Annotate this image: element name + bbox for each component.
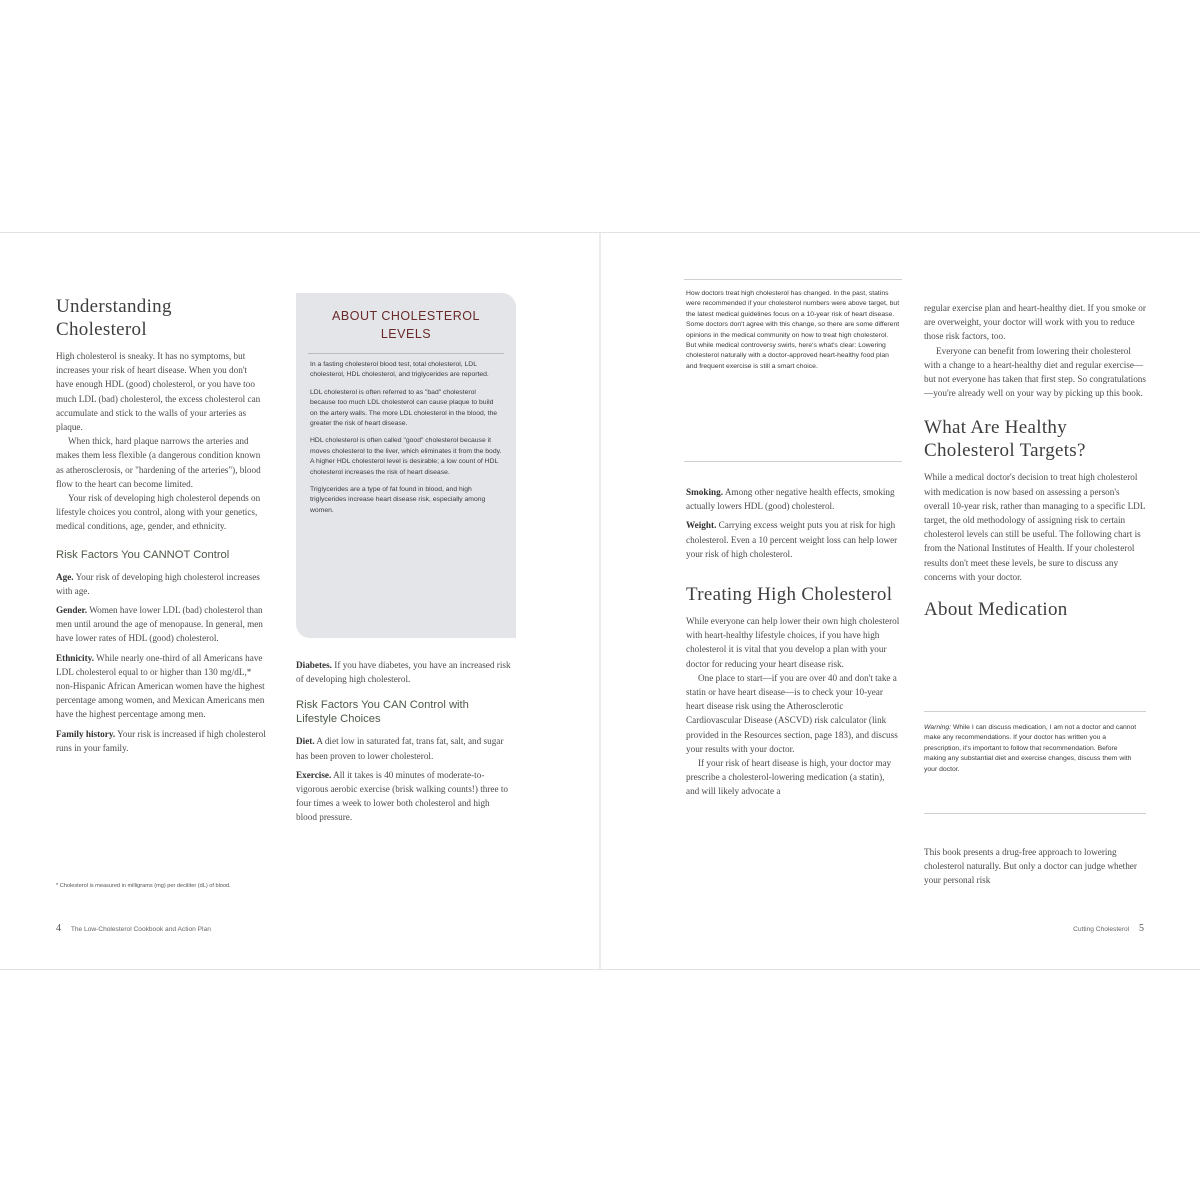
sidebar-title: ABOUT CHOLESTEROL LEVELS: [332, 309, 480, 341]
heading-about-medication: About Medication: [924, 599, 1068, 621]
right-column-2: [924, 301, 1146, 629]
medication-warning: [924, 723, 1140, 775]
left-column-2: [296, 658, 511, 830]
note-top-rule: [684, 279, 902, 280]
heading-can-control: Risk Factors You CAN Control with Lifestyle Choices: [296, 699, 469, 726]
risk-item-family-history: Family history. Your risk is increased if high cholesterol runs in your family.: [56, 728, 266, 753]
treating-paragraph-1: While everyone can help lower their own high cholesterol with heart-healthy lifestyle choices, if you have high cholesterol it is vital that you develop a plan with your doctor for reducing your heart disease risk.: [686, 616, 900, 669]
heading-treating-high-cholesterol: Treating High Cholesterol: [686, 584, 893, 606]
sidebar-divider: [308, 353, 504, 354]
treating-paragraph-2: One place to start—if you are over 40 and don't take a statin or have heart disease—is to check your 10-year heart disease risk using the Atherosclerotic Cardiovascular Disease (ASCVD) risk calculator (link provided in the Resources section, page 183), and discuss your results with your doctor.: [686, 672, 898, 754]
lifestyle-item-exercise: Exercise. All it takes is 40 minutes of moderate-to-vigorous aerobic exercise (brisk walking counts!) three to four times a week to lower both cholesterol and high blood pressure.: [296, 769, 509, 823]
targets-paragraph: While a medical doctor's decision to treat high cholesterol with medication is now based on assessing a person's overall 10-year risk, rather than managing to a specific LDL target, the old methodology of assigning risk to certain cholesterol levels can still be useful. The following chart is from the National Institutes of Health. If your cholesterol results don't meet these levels, be sure to discuss any concerns with your doctor.: [924, 472, 1146, 582]
warning-top-rule: [924, 711, 1146, 712]
book-spread: [0, 232, 1200, 970]
warning-bottom-rule: [924, 813, 1146, 814]
continued-paragraph: regular exercise plan and heart-healthy diet. If you smoke or are overweight, your doctor will work with you to reduce those risk factors, too.: [924, 303, 1146, 342]
treatment-change-note: How doctors treat high cholesterol has changed. In the past, statins were recommended if your cholesterol numbers were above target, but the latest medical guidelines focus on a 10-year risk of heart disease. Some doctors don't agree with this change, so there are some different opinions in the medical community on how to treat high cholesterol. But while medical controversy swirls, here's what's clear: Lowering cholesterol naturally with a doctor-approved heart-healthy food plan and frequent exercise is still a smart choice.: [686, 290, 900, 370]
sidebar-paragraph-3: HDL cholesterol is often called "good" cholesterol because it moves cholesterol to the liver, which eliminates it from the body. A higher HDL cholesterol level is desirable; a low count of HDL cholesterol increases the risk of heart disease.: [310, 437, 502, 476]
warning-text: While I can discuss medication, I am not a doctor and cannot make any recommendations. If your doctor has written you a prescription, it's important to follow that recommendation. Before making any substantial diet and exercise changes, discuss them with your doctor.: [924, 724, 1137, 773]
sidebar-paragraph-2: LDL cholesterol is often referred to as "bad" cholesterol because too much LDL cholesterol can cause plaque to build on the artery walls. The more LDL cholesterol in the blood, the greater the risk of heart disease.: [310, 388, 498, 428]
sidebar-paragraph-1: In a fasting cholesterol blood test, total cholesterol, LDL cholesterol, HDL cholesterol, and triglycerides are reported.: [310, 361, 489, 379]
heading-understanding-cholesterol: Understanding Cholesterol: [56, 296, 172, 340]
lifestyle-item-smoking: Smoking. Among other negative health effects, smoking actually lowers HDL (good) cholesterol.: [686, 487, 895, 512]
risk-item-diabetes: Diabetes. If you have diabetes, you have an increased risk of developing high cholesterol.: [296, 660, 511, 685]
left-page-number: 4: [56, 923, 61, 934]
intro-paragraph-2: When thick, hard plaque narrows the arteries and makes them less flexible (a dangerous condition known as atherosclerosis, or "hardening of the arteries"), blood flow to the heart can become limited.: [56, 436, 261, 489]
page-gutter: [599, 233, 601, 969]
intro-paragraph-1: High cholesterol is sneaky. It has no symptoms, but increases your risk of heart disease. When you don't have enough HDL (good) cholesterol, or you have too much LDL (bad) cholesterol, the excess cholesterol can accumulate and stick to the walls of your arteries as plaque.: [56, 351, 261, 433]
treating-paragraph-3: If your risk of heart disease is high, your doctor may prescribe a cholesterol-lowering medication (a statin), and will likely advocate a: [686, 758, 892, 797]
note-bottom-rule: [684, 461, 902, 462]
sidebar-paragraph-4: Triglycerides are a type of fat found in blood, and high triglycerides increase heart disease risk, especially among women.: [310, 486, 486, 514]
left-column-1: [56, 295, 266, 760]
heading-cannot-control: Risk Factors You CANNOT Control: [56, 548, 230, 561]
lifestyle-item-diet: Diet. A diet low in saturated fat, trans fat, salt, and sugar has been proven to lower cholesterol.: [296, 736, 504, 761]
congratulations-paragraph: Everyone can benefit from lowering their cholesterol with a change to a heart-healthy diet and regular exercise—but not everyone has taken that first step. So congratulations—you're already well on your way by picking up this book.: [924, 345, 1146, 399]
risk-item-age: Age. Your risk of developing high cholesterol increases with age.: [56, 571, 260, 596]
intro-paragraph-3: Your risk of developing high cholesterol depends on lifestyle choices you control, along with your genetics, medical conditions, age, gender, and ethnicity.: [56, 493, 261, 532]
left-running-head: The Low-Cholesterol Cookbook and Action Plan: [70, 926, 211, 933]
footnote: * Cholesterol is measured in milligrams (mg) per deciliter (dL) of blood.: [56, 883, 231, 889]
risk-item-ethnicity: Ethnicity. While nearly one-third of all Americans have LDL cholesterol equal to or higher than 130 mg/dL,* non-Hispanic African American women have the highest percentage among women, and Mexican Americans men have the highest percentage among men.: [56, 652, 265, 720]
right-running-head: Cutting Cholesterol: [1073, 926, 1130, 933]
lifestyle-item-weight: Weight. Carrying excess weight puts you at risk for high cholesterol. Even a 10 percent weight loss can help lower your risk of high cholesterol.: [686, 520, 898, 559]
risk-item-gender: Gender. Women have lower LDL (bad) cholesterol than men until around the age of menopause. In general, men have lower rates of HDL (good) cholesterol.: [56, 605, 263, 644]
right-footer: [1073, 923, 1144, 934]
left-footer: [56, 923, 211, 934]
sidebar-about-cholesterol-levels: [296, 293, 516, 638]
right-page-number: 5: [1139, 923, 1144, 934]
warning-label: Warning:: [924, 724, 952, 731]
closing-paragraph: This book presents a drug-free approach to lowering cholesterol naturally. But only a doctor can judge whether your personal risk: [924, 847, 1137, 886]
heading-healthy-targets: What Are Healthy Cholesterol Targets?: [924, 417, 1086, 462]
right-column-1: [686, 485, 900, 799]
